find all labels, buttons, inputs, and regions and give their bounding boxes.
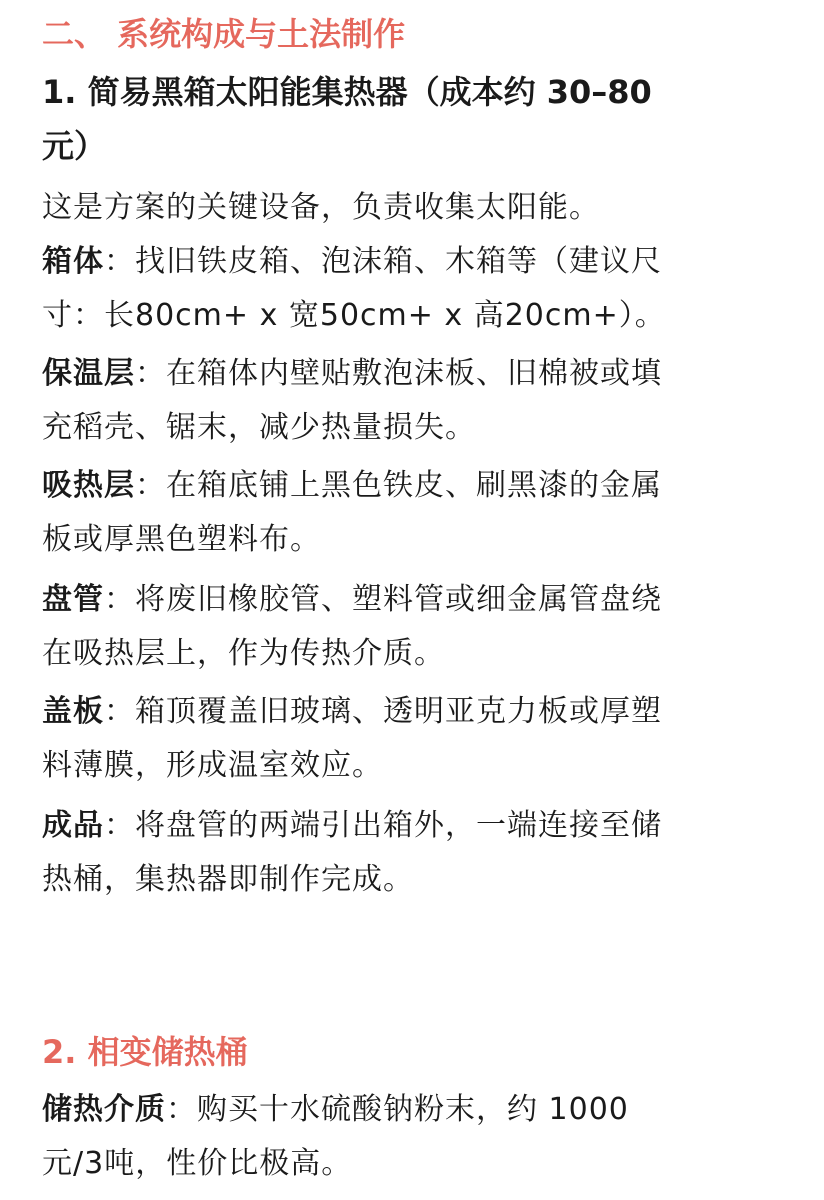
- item-text: ：在箱底铺上黑色铁皮、刷黑漆的金属: [135, 468, 662, 503]
- item-coil-line2: 在吸热层上，作为传热介质。: [42, 636, 445, 671]
- collector-title-line1: 1. 简易黑箱太阳能集热器（成本约 30–80: [42, 73, 652, 111]
- item-term: 保温层: [42, 356, 135, 391]
- item-text: ：在箱体内壁贴敷泡沫板、旧棉被或填: [135, 356, 662, 391]
- item-finished-line1: [42, 806, 662, 846]
- item-cover-line1: [42, 692, 662, 732]
- item-text: ：将盘管的两端引出箱外，一端连接至储: [104, 808, 662, 843]
- item-finished-line2: 热桶，集热器即制作完成。: [42, 862, 414, 897]
- item-term: 吸热层: [42, 468, 135, 503]
- item-term: 成品: [42, 808, 104, 843]
- item-insulation-line1: [42, 354, 662, 394]
- item-term: 盘管: [42, 582, 104, 617]
- item-text: ：找旧铁皮箱、泡沫箱、木箱等（建议尺: [104, 244, 662, 279]
- item-box-line2: 寸：长80cm+ x 宽50cm+ x 高20cm+）。: [42, 298, 666, 333]
- collector-intro: 这是方案的关键设备，负责收集太阳能。: [42, 190, 600, 225]
- item-term: 盖板: [42, 694, 104, 729]
- item-box-line1: [42, 242, 662, 282]
- storage-medium-line2: 元/3吨，性价比极高。: [42, 1146, 353, 1181]
- storage-medium-line1: [42, 1090, 629, 1130]
- item-text: ：箱顶覆盖旧玻璃、透明亚克力板或厚塑: [104, 694, 662, 729]
- item-coil-line1: [42, 580, 662, 620]
- item-cover-line2: 料薄膜，形成温室效应。: [42, 748, 383, 783]
- storage-title: 2. 相变储热桶: [42, 1033, 248, 1071]
- item-absorber-line1: [42, 466, 662, 506]
- item-term: 储热介质: [42, 1092, 166, 1127]
- item-term: 箱体: [42, 244, 104, 279]
- item-absorber-line2: 板或厚黑色塑料布。: [42, 522, 321, 557]
- item-insulation-line2: 充稻壳、锯末，减少热量损失。: [42, 410, 476, 445]
- item-text: ：购买十水硫酸钠粉末，约 1000: [166, 1092, 629, 1127]
- item-text: ：将废旧橡胶管、塑料管或细金属管盘绕: [104, 582, 662, 617]
- collector-title-line2: 元）: [42, 127, 107, 165]
- section-heading: 二、 系统构成与土法制作: [42, 15, 406, 53]
